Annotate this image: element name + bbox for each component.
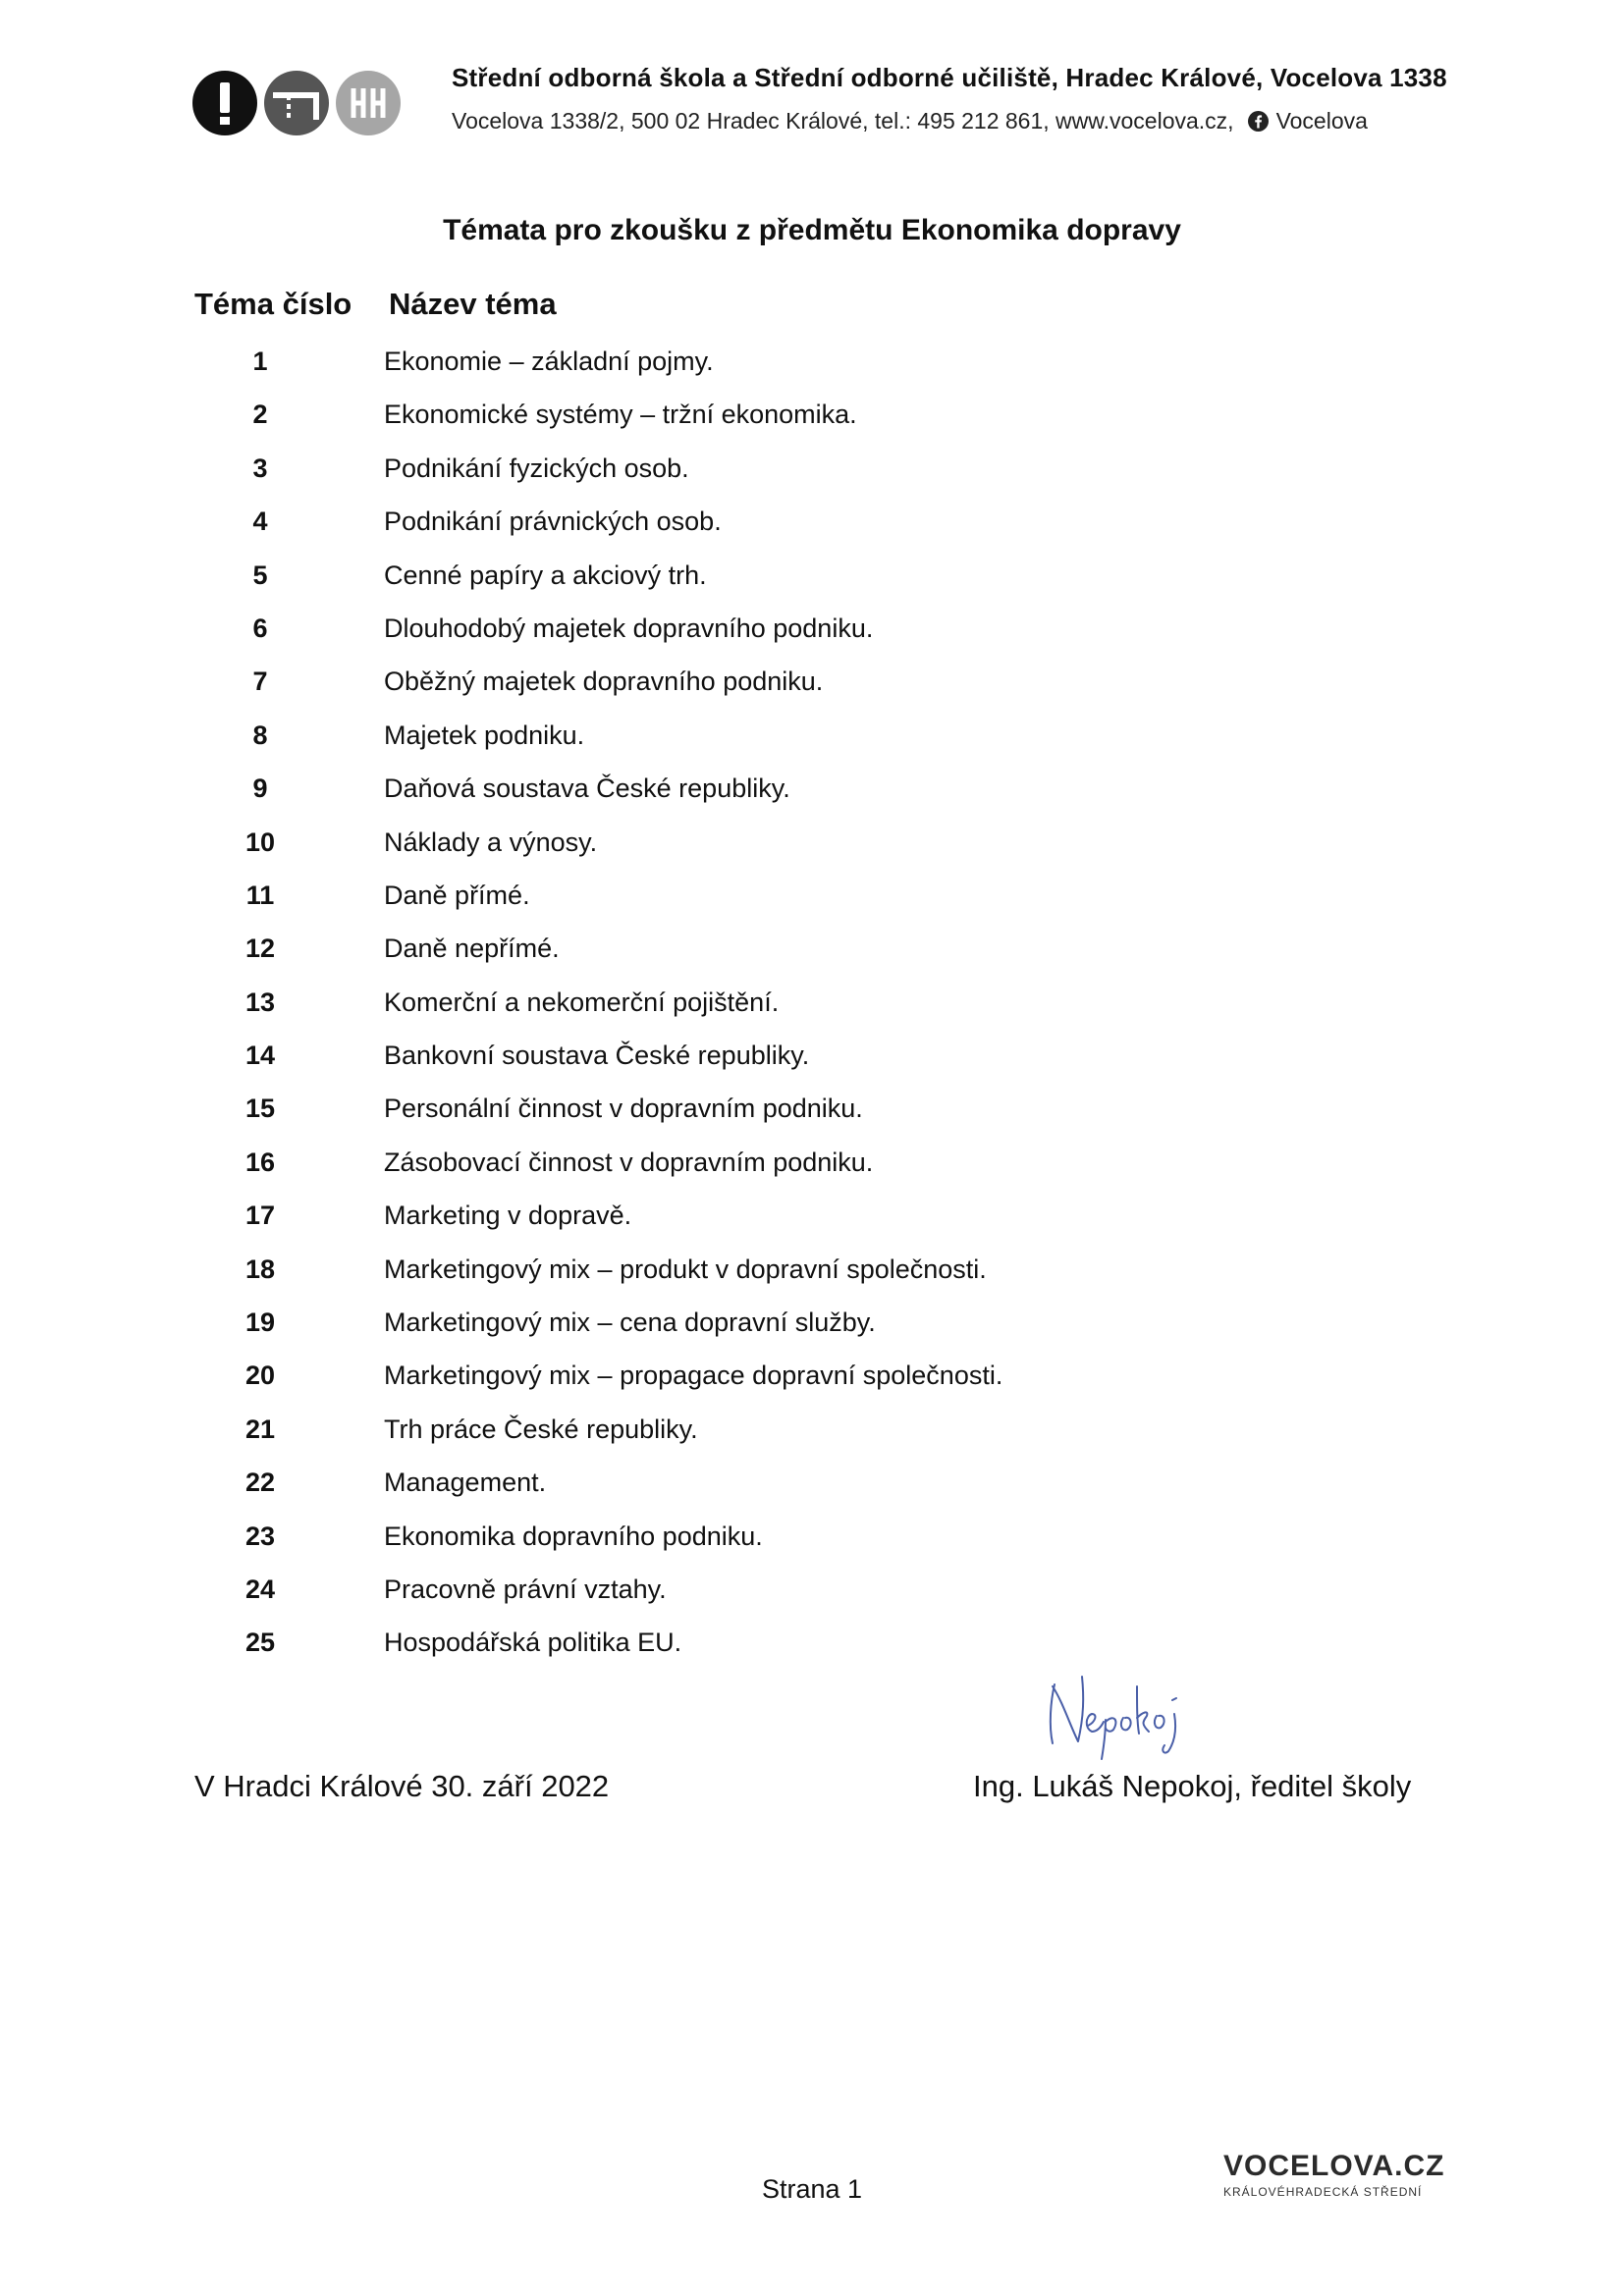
topic-row [0, 988, 1624, 1041]
topic-name: Ekonomie – základní pojmy. [384, 347, 714, 376]
topic-row [0, 881, 1624, 934]
topic-name: Cenné papíry a akciový trh. [384, 560, 707, 590]
topic-row [0, 1361, 1624, 1414]
column-header-name: Název téma [389, 287, 557, 321]
topic-row [0, 1308, 1624, 1361]
topic-number: 3 [252, 453, 268, 483]
signatory: Ing. Lukáš Nepokoj, ředitel školy [973, 1769, 1412, 1803]
topic-number: 1 [252, 347, 268, 376]
topic-number: 5 [252, 560, 268, 590]
topic-name: Zásobovací činnost v dopravním podniku. [384, 1147, 874, 1177]
topic-number: 15 [244, 1094, 276, 1124]
topic-name: Daně nepřímé. [384, 934, 560, 964]
column-header-number: Téma číslo [194, 287, 352, 321]
topic-row [0, 934, 1624, 987]
topic-row [0, 1522, 1624, 1575]
topic-row [0, 347, 1624, 400]
topic-name: Ekonomika dopravního podniku. [384, 1521, 763, 1551]
school-address: Vocelova 1338/2, 500 02 Hradec Králové, tel.: 495 212 861, www.vocelova.cz, [452, 108, 1234, 133]
topic-row [0, 828, 1624, 881]
topic-number: 25 [244, 1628, 276, 1658]
topic-row [0, 1575, 1624, 1628]
topic-row [0, 1148, 1624, 1201]
topic-name: Personální činnost v dopravním podniku. [384, 1094, 863, 1124]
topic-row [0, 1628, 1624, 1681]
topic-name: Ekonomické systémy – tržní ekonomika. [384, 400, 857, 430]
brand-logo [1223, 2150, 1445, 2199]
topic-number: 4 [252, 507, 268, 537]
topic-number: 17 [244, 1201, 276, 1231]
topic-name: Bankovní soustava České republiky. [384, 1041, 810, 1071]
topic-number: 11 [245, 880, 275, 910]
topic-row [0, 614, 1624, 667]
school-logos [192, 69, 401, 137]
topic-number: 7 [252, 667, 268, 697]
school-address-line [452, 108, 1368, 134]
facebook-label: Vocelova [1275, 108, 1368, 133]
topic-number: 18 [244, 1254, 276, 1284]
topic-row [0, 1041, 1624, 1094]
topic-row [0, 561, 1624, 614]
topic-row [0, 1094, 1624, 1147]
topic-name: Daňová soustava České republiky. [384, 774, 790, 804]
topic-name: Management. [384, 1468, 547, 1498]
topic-number: 16 [244, 1147, 276, 1177]
topic-number: 22 [244, 1468, 276, 1498]
topic-row [0, 400, 1624, 453]
topic-number: 12 [244, 934, 276, 964]
info-logo-icon [192, 71, 257, 135]
topic-name: Majetek podniku. [384, 720, 585, 750]
facebook-icon [1248, 111, 1269, 132]
topic-name: Marketingový mix – produkt v dopravní společnosti. [384, 1254, 987, 1284]
road-sign-logo-icon [264, 71, 329, 135]
topic-name: Podnikání fyzických osob. [384, 453, 689, 483]
topic-number: 2 [252, 400, 268, 430]
topic-name: Marketingový mix – cena dopravní služby. [384, 1308, 876, 1338]
topic-row [0, 1255, 1624, 1308]
topic-name: Oběžný majetek dopravního podniku. [384, 667, 824, 697]
document-title: Témata pro zkoušku z předmětu Ekonomika dopravy [443, 214, 1181, 246]
topic-name: Trh práce České republiky. [384, 1414, 698, 1444]
topic-number: 6 [252, 613, 268, 643]
topic-number: 21 [244, 1414, 276, 1444]
topic-number: 8 [252, 720, 268, 750]
brand-name: VOCELOVA.CZ [1223, 2150, 1445, 2182]
vehicle-logo-icon [336, 71, 401, 135]
topic-row [0, 1468, 1624, 1521]
topic-row [0, 507, 1624, 560]
topic-row [0, 774, 1624, 827]
topic-name: Hospodářská politika EU. [384, 1628, 682, 1658]
topic-number: 9 [252, 774, 268, 804]
topic-number: 19 [244, 1308, 276, 1338]
place-and-date: V Hradci Králové 30. září 2022 [194, 1769, 610, 1803]
topic-number: 20 [244, 1361, 276, 1391]
topic-number: 23 [244, 1521, 276, 1551]
signature [1041, 1657, 1198, 1765]
topic-number: 13 [244, 987, 276, 1017]
topic-name: Marketing v dopravě. [384, 1201, 632, 1231]
topic-name: Podnikání právnických osob. [384, 507, 722, 537]
topic-list [0, 347, 1624, 1682]
topic-row [0, 721, 1624, 774]
topic-name: Marketingový mix – propagace dopravní společnosti. [384, 1361, 1003, 1391]
topic-name: Pracovně právní vztahy. [384, 1574, 667, 1604]
topic-row [0, 454, 1624, 507]
topic-row [0, 1201, 1624, 1254]
topic-number: 14 [244, 1041, 276, 1071]
topic-name: Dlouhodobý majetek dopravního podniku. [384, 613, 874, 643]
topic-number: 10 [244, 827, 276, 857]
topic-row [0, 1415, 1624, 1468]
topic-row [0, 667, 1624, 720]
page-number: Strana 1 [761, 2174, 863, 2204]
brand-tagline: KRÁLOVÉHRADECKÁ STŘEDNÍ [1223, 2185, 1423, 2199]
topic-name: Komerční a nekomerční pojištění. [384, 987, 780, 1017]
topic-number: 24 [244, 1574, 276, 1604]
topic-name: Náklady a výnosy. [384, 827, 598, 857]
school-name: Střední odborná škola a Střední odborné učiliště, Hradec Králové, Vocelova 1338 [452, 63, 1447, 92]
topic-name: Daně přímé. [384, 880, 530, 910]
